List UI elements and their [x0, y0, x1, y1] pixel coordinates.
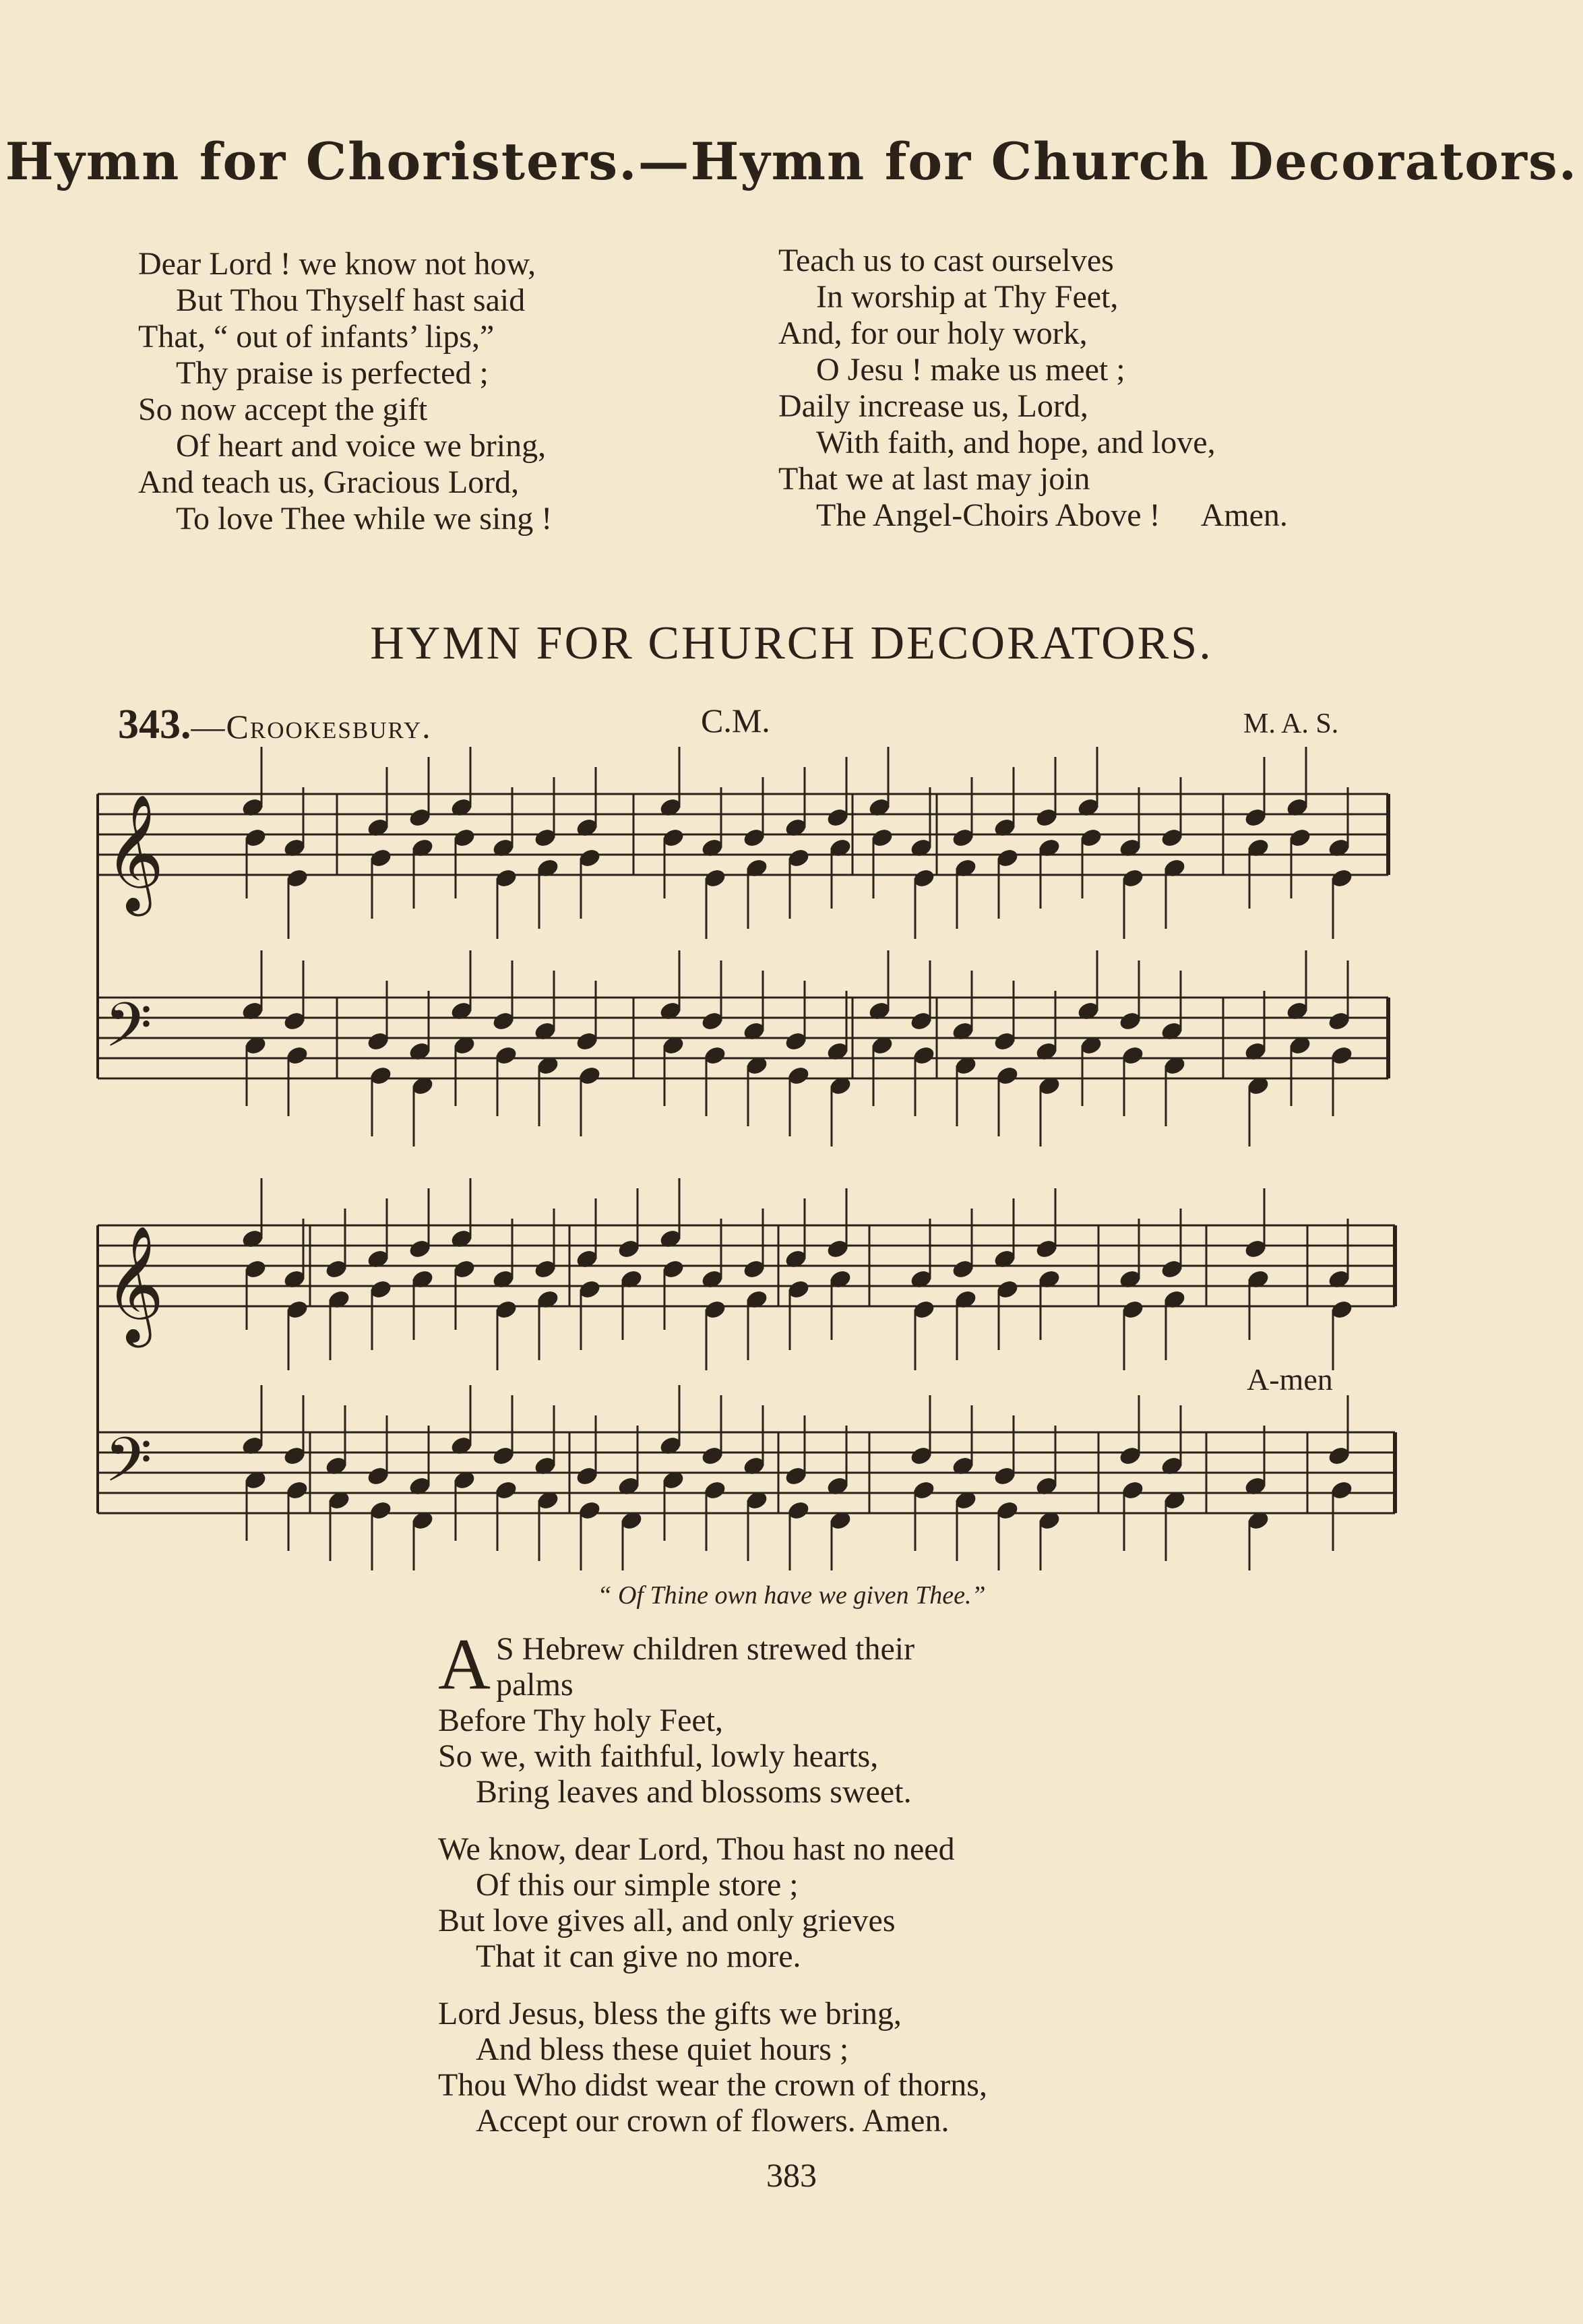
- bass-clef: 𝄢: [104, 1424, 152, 1510]
- hymn-line: Thou Who didst wear the crown of thorns,: [438, 2067, 987, 2103]
- hymn-text: [438, 1624, 987, 2160]
- page-number: 383: [766, 2156, 817, 2194]
- hymn-line: Of this our simple store ;: [476, 1867, 799, 1903]
- amen-text: Amen.: [1200, 497, 1288, 533]
- verse-line: That we at last may join: [778, 461, 1090, 497]
- drop-cap: A: [438, 1624, 491, 1705]
- verse-line-text: The Angel-Choirs Above !: [816, 497, 1160, 533]
- verse-line: O Jesu ! make us meet ;: [816, 352, 1125, 388]
- verse-line: And, for our holy work,: [778, 315, 1088, 351]
- tune-meter: C.M.: [701, 702, 770, 739]
- tune-name: —Crookesbury.: [191, 708, 432, 745]
- hymn-line: Bring leaves and blossoms sweet.: [476, 1774, 912, 1810]
- verse-line: Thy praise is perfected ;: [176, 355, 489, 391]
- bass-clef: 𝄢: [104, 989, 152, 1076]
- running-head: Hymn for Choristers.—Hymn for Church Decorators.: [5, 131, 1578, 191]
- verse-line: That, “ out of infants’ lips,”: [138, 319, 495, 355]
- verse-line: Teach us to cast ourselves: [778, 243, 1114, 278]
- verse-line: To love Thee while we sing !: [176, 501, 553, 537]
- stanza: [438, 1996, 987, 2139]
- hymn-line: Lord Jesus, bless the gifts we bring,: [438, 1996, 902, 2031]
- epigraph: “ Of Thine own have we given Thee.”: [597, 1581, 986, 1610]
- verse-line: So now accept the gift: [138, 392, 428, 427]
- hymn-line: So we, with faithful, lowly hearts,: [438, 1738, 879, 1774]
- verse-line: And teach us, Gracious Lord,: [138, 464, 520, 500]
- hymn-line: But love gives all, and only grieves: [438, 1903, 896, 1938]
- hymn-title: HYMN FOR CHURCH DECORATORS.: [370, 617, 1213, 669]
- hymn-line: That it can give no more.: [476, 1938, 801, 1974]
- hymn-line: And bless these quiet hours ;: [476, 2031, 849, 2067]
- tune-composer: M. A. S.: [1243, 708, 1339, 739]
- verse-line: Dear Lord ! we know not how,: [138, 246, 536, 282]
- amen-lyric: A-men: [1247, 1362, 1333, 1397]
- hymn-line: Before Thy holy Feet,: [438, 1703, 724, 1738]
- treble-clef: 𝄞: [104, 794, 164, 911]
- verse-line: With faith, and hope, and love,: [816, 425, 1216, 460]
- hymn-line: Accept our crown of flowers. Amen.: [476, 2103, 950, 2139]
- verse-line: Daily increase us, Lord,: [778, 388, 1088, 424]
- tune-number: 343.: [118, 702, 191, 747]
- hymn-line: S Hebrew children strewed their palms: [496, 1631, 915, 1703]
- hymn-line: We know, dear Lord, Thou hast no need: [438, 1831, 955, 1867]
- stanza: [438, 1831, 987, 1974]
- verse-line: Of heart and voice we bring,: [176, 428, 547, 464]
- treble-clef: 𝄞: [104, 1225, 164, 1343]
- verse-line: But Thou Thyself hast said: [176, 282, 526, 318]
- verse-line: In worship at Thy Feet,: [816, 279, 1119, 315]
- stanza: [438, 1624, 987, 1810]
